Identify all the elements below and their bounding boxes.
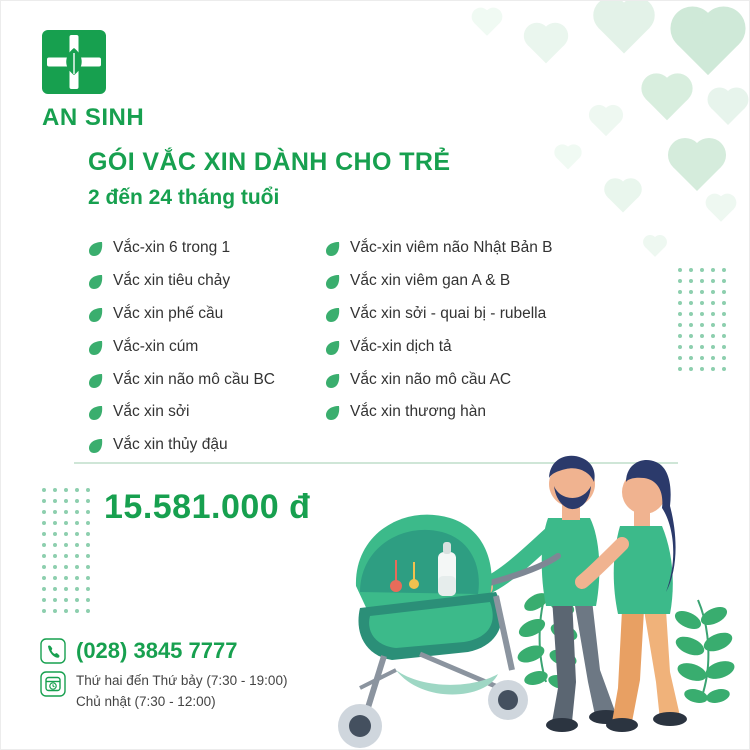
list-item	[88, 435, 275, 454]
leaf-bullet-icon	[325, 274, 341, 290]
heart-decoration	[673, 143, 721, 191]
list-item	[325, 271, 552, 290]
medical-cross-leaf-icon	[42, 30, 106, 94]
leaf-bullet-icon	[88, 373, 104, 389]
list-item-label: Vắc xin sởi	[113, 403, 190, 421]
leaf-bullet-icon	[325, 307, 341, 323]
list-item	[88, 370, 275, 389]
page-subtitle: 2 đến 24 tháng tuổi	[88, 186, 280, 209]
list-item	[325, 337, 552, 356]
list-item-label: Vắc-xin viêm não Nhật Bản B	[350, 239, 553, 256]
list-item-label: Vắc xin não mô cầu AC	[350, 370, 512, 388]
calendar-clock-icon	[40, 671, 66, 697]
list-item-label: Vắc xin thủy đậu	[113, 436, 228, 454]
leaf-bullet-icon	[88, 307, 104, 323]
heart-decoration	[607, 181, 638, 212]
brand-logo	[42, 30, 202, 132]
list-item	[88, 402, 275, 421]
list-item	[88, 238, 275, 257]
leaf-bullet-icon	[88, 241, 104, 257]
list-item	[325, 238, 552, 257]
hours-weekday: Thứ hai đến Thứ bảy (7:30 - 19:00)	[76, 673, 288, 688]
vaccine-list-left	[88, 238, 275, 468]
list-item-label: Vắc xin thương hàn	[350, 403, 487, 421]
price-amount: 15.581.000 đ	[104, 488, 311, 526]
leaf-bullet-icon	[88, 340, 104, 356]
heart-decoration	[646, 78, 688, 120]
list-item-label: Vắc xin phế cầu	[113, 304, 224, 322]
heart-decoration	[474, 10, 499, 35]
leaf-bullet-icon	[325, 340, 341, 356]
list-item	[88, 337, 275, 356]
list-item	[88, 271, 275, 290]
family-with-stroller-illustration	[300, 370, 750, 750]
phone-number: (028) 3845 7777	[76, 638, 238, 663]
list-item-label: Vắc-xin dịch tả	[350, 337, 452, 355]
heart-decoration	[677, 13, 739, 75]
phone-icon	[40, 638, 66, 664]
leaf-bullet-icon	[88, 274, 104, 290]
contact-block	[40, 638, 287, 720]
heart-decoration	[592, 108, 620, 136]
dot-grid-decoration	[678, 268, 726, 371]
list-item-label: Vắc-xin cúm	[113, 337, 199, 355]
phone-row[interactable]	[40, 638, 287, 664]
leaf-bullet-icon	[88, 405, 104, 421]
brand-name: AN SINH	[42, 104, 145, 131]
heart-decoration	[557, 147, 580, 170]
leaf-bullet-icon	[88, 438, 104, 454]
list-item-label: Vắc xin sởi - quai bị - rubella	[350, 304, 547, 322]
page-title: GÓI VẮC XIN DÀNH CHO TRẺ	[88, 148, 451, 176]
heart-decoration	[528, 27, 565, 64]
list-item-label: Vắc xin não mô cầu BC	[113, 370, 275, 388]
dot-grid-decoration	[42, 488, 90, 613]
heart-decoration	[645, 237, 665, 257]
heart-decoration	[599, 3, 650, 54]
heart-decoration	[708, 196, 733, 221]
list-item-label: Vắc-xin 6 trong 1	[113, 239, 231, 256]
list-item	[88, 304, 275, 323]
list-item-label: Vắc xin tiêu chảy	[113, 271, 231, 289]
leaf-glyph	[61, 47, 87, 77]
list-item	[325, 304, 552, 323]
hours-row	[40, 671, 287, 713]
hours-sunday: Chủ nhật (7:30 - 12:00)	[76, 693, 216, 709]
leaf-bullet-icon	[325, 241, 341, 257]
list-item-label: Vắc xin viêm gan A & B	[350, 271, 511, 289]
heart-decoration	[711, 91, 745, 125]
